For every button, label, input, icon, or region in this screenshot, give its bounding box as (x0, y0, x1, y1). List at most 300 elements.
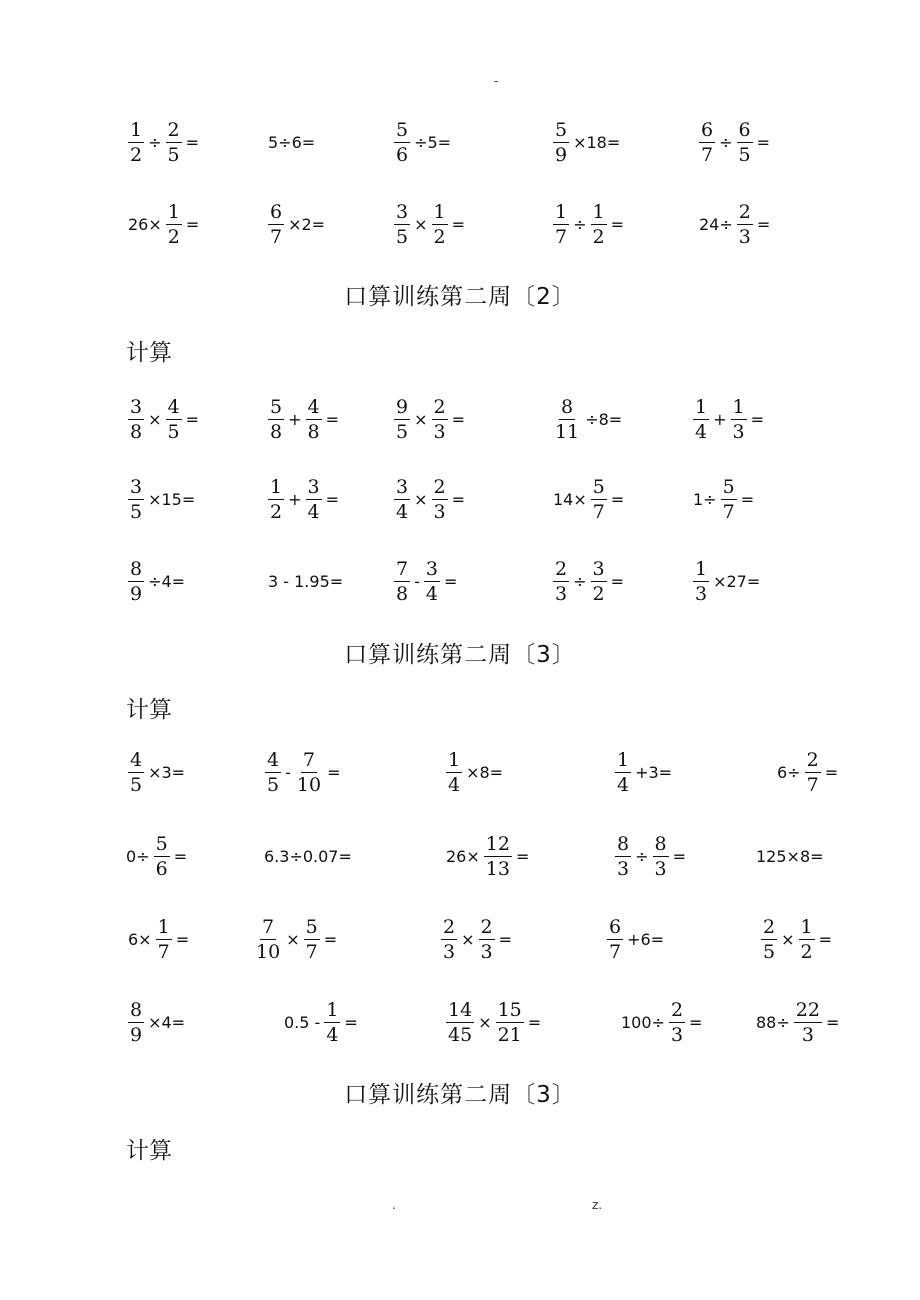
fraction (737, 201, 753, 248)
fraction-numerator: 22 (795, 998, 820, 1021)
fraction-numerator: 6 (701, 118, 714, 141)
math-problem (754, 826, 826, 886)
expression-text: = (515, 846, 530, 866)
problem-row (0, 194, 920, 254)
fraction-denominator: 11 (555, 420, 580, 443)
fraction-numerator: 8 (561, 395, 574, 418)
math-problem (551, 112, 622, 172)
fraction-denominator: 4 (448, 773, 461, 796)
math-problem (263, 742, 342, 802)
fraction-denominator: 5 (130, 773, 143, 796)
fraction (607, 916, 623, 963)
fraction (424, 558, 440, 605)
math-problem (262, 826, 354, 886)
fraction-numerator: 3 (130, 395, 143, 418)
expression-text: 6.3÷0.07= (264, 846, 352, 866)
math-problem (266, 389, 341, 449)
expression-text: +3= (635, 762, 673, 782)
expression-text: - (414, 571, 420, 591)
fraction-denominator: 7 (592, 500, 605, 523)
expression-text: - (285, 762, 291, 782)
fraction (446, 999, 474, 1046)
expression-text: = (344, 1012, 358, 1032)
expression-text: = (750, 409, 764, 429)
expression-text: = (672, 846, 686, 866)
expression-text: 5÷6= (268, 132, 316, 152)
fraction-numerator: 3 (307, 475, 320, 498)
fraction-numerator: 15 (497, 998, 522, 1021)
fraction-denominator: 7 (806, 773, 819, 796)
expression-text: = (610, 489, 625, 509)
fraction-denominator: 7 (305, 940, 318, 963)
math-problem (392, 551, 459, 611)
expression-text: × (286, 929, 300, 949)
math-problem (551, 389, 624, 449)
fraction-numerator: 7 (302, 748, 316, 771)
math-problem (282, 992, 360, 1052)
fraction (693, 558, 709, 605)
fraction-numerator: 6 (738, 118, 751, 141)
math-problem (551, 469, 626, 529)
fraction-numerator: 1 (433, 200, 446, 223)
fraction (432, 476, 448, 523)
fraction (128, 999, 144, 1046)
fraction-denominator: 5 (738, 143, 751, 166)
fraction-denominator: 7 (157, 940, 170, 963)
problem-row (0, 389, 920, 449)
fraction (268, 396, 284, 443)
fraction (394, 201, 410, 248)
fraction (441, 916, 457, 963)
expression-text: = (451, 214, 465, 234)
fraction-numerator: 8 (617, 832, 630, 855)
fraction-denominator: 3 (654, 857, 667, 880)
fraction-numerator: 6 (270, 200, 283, 223)
problem-row (0, 742, 920, 802)
expression-text: = (756, 214, 771, 234)
fraction-denominator: 8 (270, 420, 283, 443)
fraction (166, 201, 182, 248)
expression-text: ×18= (573, 132, 621, 152)
fraction-denominator: 5 (130, 500, 143, 523)
fraction-numerator: 5 (305, 915, 318, 938)
fraction-denominator: 3 (480, 940, 493, 963)
fraction-numerator: 2 (167, 118, 180, 141)
fraction-numerator: 1 (555, 200, 568, 223)
fraction (553, 119, 569, 166)
problem-row (0, 909, 920, 969)
fraction-denominator: 3 (555, 582, 568, 605)
fraction-denominator: 3 (670, 1023, 684, 1046)
expression-text: ×27= (713, 571, 761, 591)
fraction (154, 833, 170, 880)
fraction-numerator: 8 (654, 832, 667, 855)
fraction-numerator: 8 (130, 998, 143, 1021)
expression-text: ÷4= (148, 571, 186, 591)
fraction-denominator: 4 (307, 500, 320, 523)
math-problem (691, 389, 766, 449)
expression-text: = (185, 409, 199, 429)
expression-text: = (756, 132, 770, 152)
expression-text: ÷ (148, 132, 162, 152)
fraction-numerator: 5 (555, 118, 568, 141)
math-problem (551, 551, 626, 611)
fraction (799, 916, 815, 963)
fraction-denominator: 2 (270, 500, 283, 523)
fraction-denominator: 5 (167, 420, 180, 443)
fraction-denominator: 3 (738, 225, 751, 248)
expression-text: = (451, 409, 465, 429)
math-problem (252, 909, 339, 969)
fraction-denominator: 2 (130, 143, 143, 166)
expression-text: × (414, 489, 428, 509)
fraction-denominator: 7 (555, 225, 568, 248)
fraction-numerator: 2 (555, 557, 568, 580)
fraction-denominator: 10 (256, 940, 281, 963)
fraction (553, 396, 581, 443)
expression-text: = (175, 929, 190, 949)
fraction-numerator: 2 (738, 200, 751, 223)
fraction (268, 201, 284, 248)
expression-text: × (478, 1012, 492, 1032)
problem-row (0, 992, 920, 1052)
fraction (166, 119, 182, 166)
expression-text: = (610, 571, 624, 591)
math-problem (266, 194, 327, 254)
expression-text: ÷ (573, 571, 587, 591)
fraction (615, 833, 631, 880)
expression-text: × (414, 214, 428, 234)
fraction-denominator: 8 (130, 420, 143, 443)
math-problem (754, 992, 841, 1052)
fraction-denominator: 6 (155, 857, 168, 880)
fraction (128, 749, 144, 796)
fraction (805, 749, 821, 796)
fraction-denominator: 21 (497, 1023, 522, 1046)
expression-text: = (610, 214, 624, 234)
expression-text: +6= (627, 929, 665, 949)
expression-text: 1÷ (693, 489, 717, 509)
problem-row (0, 469, 920, 529)
fraction (479, 916, 495, 963)
fraction (324, 999, 340, 1046)
section-label: 计算 (126, 340, 172, 366)
fraction-denominator: 8 (396, 582, 409, 605)
expression-text: ×3= (148, 762, 186, 782)
math-problem (392, 194, 467, 254)
problem-row (0, 826, 920, 886)
problem-row (0, 112, 920, 172)
fraction-numerator: 7 (396, 557, 409, 580)
fraction (669, 999, 685, 1046)
math-problem (697, 112, 772, 172)
fraction-denominator: 10 (296, 773, 322, 796)
footer-right-mark: z. (592, 1198, 603, 1212)
expression-text: 100÷ (621, 1012, 665, 1032)
expression-text: = (325, 489, 339, 509)
expression-text: × (414, 409, 428, 429)
math-problem (126, 194, 201, 254)
fraction-denominator: 2 (167, 225, 180, 248)
fraction-numerator: 5 (592, 475, 605, 498)
math-problem (266, 551, 345, 611)
fraction-denominator: 3 (801, 1023, 814, 1046)
expression-text: × (781, 929, 795, 949)
fraction-denominator: 4 (396, 500, 409, 523)
math-problem (439, 909, 514, 969)
fraction-numerator: 1 (695, 395, 708, 418)
fraction-denominator: 9 (130, 582, 143, 605)
fraction (166, 396, 182, 443)
math-problem (266, 469, 341, 529)
fraction-denominator: 3 (695, 582, 708, 605)
math-problem (126, 909, 191, 969)
expression-text: 6× (128, 929, 152, 949)
expression-text: ×15= (148, 489, 196, 509)
fraction-numerator: 14 (448, 998, 473, 1021)
expression-text: = (323, 929, 338, 949)
math-problem (444, 742, 505, 802)
header-mark: - (494, 74, 499, 88)
fraction (156, 916, 172, 963)
fraction-denominator: 3 (433, 420, 446, 443)
fraction (553, 201, 569, 248)
fraction-numerator: 4 (267, 748, 280, 771)
fraction-denominator: 5 (763, 940, 776, 963)
fraction-numerator: 1 (326, 998, 339, 1021)
fraction-denominator: 3 (732, 420, 745, 443)
fraction-denominator: 5 (167, 143, 180, 166)
expression-text: ÷8= (585, 409, 623, 429)
fraction-numerator: 1 (448, 748, 461, 771)
fraction-numerator: 5 (155, 832, 168, 855)
expression-text: = (818, 929, 832, 949)
expression-text: × (461, 929, 475, 949)
fraction-numerator: 6 (609, 915, 622, 938)
section-title: 口算训练第二周〔3〕 (344, 642, 576, 668)
fraction-numerator: 3 (425, 557, 438, 580)
fraction-numerator: 1 (167, 200, 180, 223)
math-problem (697, 194, 772, 254)
fraction (254, 916, 282, 963)
math-problem (126, 551, 187, 611)
fraction (128, 119, 144, 166)
fraction (128, 476, 144, 523)
fraction-numerator: 1 (130, 118, 143, 141)
fraction-numerator: 3 (130, 475, 143, 498)
fraction-numerator: 3 (592, 557, 605, 580)
fraction-numerator: 2 (670, 998, 684, 1021)
expression-text: = (443, 571, 458, 591)
fraction-numerator: 4 (307, 395, 320, 418)
expression-text: = (825, 1012, 840, 1032)
expression-text: = (327, 762, 341, 782)
fraction (615, 749, 631, 796)
fraction-numerator: 2 (433, 475, 446, 498)
fraction-denominator: 2 (592, 582, 605, 605)
fraction-denominator: 2 (800, 940, 813, 963)
fraction (761, 916, 777, 963)
math-problem (605, 909, 666, 969)
fraction (128, 558, 144, 605)
fraction (496, 999, 524, 1046)
fraction (304, 916, 320, 963)
expression-text: 125×8= (756, 846, 824, 866)
expression-text: 26× (128, 214, 162, 234)
expression-text: = (173, 846, 188, 866)
math-problem (124, 826, 189, 886)
fraction-numerator: 12 (485, 832, 510, 855)
fraction (591, 476, 607, 523)
math-problem (126, 112, 201, 172)
section-title: 口算训练第二周〔3〕 (344, 1082, 576, 1108)
fraction-numerator: 1 (732, 395, 745, 418)
math-problem (691, 551, 762, 611)
fraction (591, 201, 607, 248)
expression-text: ÷ (719, 132, 733, 152)
fraction (268, 476, 284, 523)
fraction-numerator: 1 (800, 915, 813, 938)
fraction (446, 749, 462, 796)
fraction-numerator: 3 (396, 475, 409, 498)
fraction-numerator: 7 (262, 915, 275, 938)
fraction-denominator: 7 (609, 940, 622, 963)
fraction-numerator: 1 (695, 557, 708, 580)
fraction (265, 749, 281, 796)
math-problem (266, 112, 317, 172)
fraction (394, 476, 410, 523)
fraction-denominator: 3 (443, 940, 456, 963)
math-problem (126, 389, 201, 449)
fraction (699, 119, 715, 166)
expression-text: 14× (553, 489, 587, 509)
fraction-numerator: 5 (722, 475, 735, 498)
expression-text: ×2= (288, 214, 326, 234)
fraction (794, 999, 822, 1046)
math-problem (126, 992, 187, 1052)
fraction-denominator: 3 (433, 500, 446, 523)
math-problem (444, 826, 531, 886)
math-problem (551, 194, 626, 254)
fraction-denominator: 8 (307, 420, 320, 443)
fraction-numerator: 9 (396, 395, 409, 418)
math-problem (392, 389, 467, 449)
expression-text: = (527, 1012, 542, 1032)
math-problem (619, 992, 704, 1052)
math-problem (775, 742, 840, 802)
fraction-numerator: 2 (443, 915, 456, 938)
fraction-denominator: 45 (448, 1023, 473, 1046)
fraction (394, 119, 410, 166)
fraction-denominator: 2 (433, 225, 446, 248)
fraction (394, 558, 410, 605)
math-problem (444, 992, 543, 1052)
expression-text: = (185, 132, 199, 152)
fraction-denominator: 4 (326, 1023, 339, 1046)
fraction (432, 396, 448, 443)
math-problem (759, 909, 834, 969)
fraction-numerator: 4 (130, 748, 143, 771)
fraction-numerator: 1 (270, 475, 283, 498)
fraction (737, 119, 753, 166)
fraction (484, 833, 512, 880)
fraction (128, 396, 144, 443)
fraction (432, 201, 448, 248)
expression-text: + (288, 409, 302, 429)
expression-text: 26× (446, 846, 480, 866)
expression-text: + (288, 489, 302, 509)
fraction-denominator: 7 (701, 143, 714, 166)
problem-row (0, 551, 920, 611)
math-problem (126, 742, 187, 802)
expression-text: ÷ (635, 846, 649, 866)
fraction-denominator: 5 (267, 773, 280, 796)
math-problem (691, 469, 756, 529)
expression-text: 24÷ (699, 214, 733, 234)
fraction-numerator: 2 (806, 748, 819, 771)
math-problem (126, 469, 197, 529)
expression-text: 0.5 - (284, 1012, 321, 1032)
fraction-denominator: 7 (722, 500, 735, 523)
fraction-numerator: 1 (617, 748, 630, 771)
fraction-denominator: 3 (617, 857, 630, 880)
fraction-denominator: 5 (396, 225, 409, 248)
math-problem (613, 826, 688, 886)
fraction-numerator: 1 (157, 915, 170, 938)
expression-text: ×8= (466, 762, 504, 782)
fraction-numerator: 1 (592, 200, 605, 223)
expression-text: 3 - 1.95= (268, 571, 344, 591)
expression-text: = (325, 409, 339, 429)
fraction-denominator: 9 (130, 1023, 143, 1046)
math-problem (392, 112, 453, 172)
fraction-numerator: 5 (396, 118, 409, 141)
fraction-numerator: 4 (167, 395, 180, 418)
fraction-numerator: 8 (130, 557, 143, 580)
fraction-denominator: 13 (485, 857, 510, 880)
expression-text: ÷5= (414, 132, 452, 152)
fraction (653, 833, 669, 880)
fraction-denominator: 4 (425, 582, 438, 605)
fraction-denominator: 6 (396, 143, 409, 166)
expression-text: 88÷ (756, 1012, 790, 1032)
section-title: 口算训练第二周〔2〕 (344, 284, 576, 310)
fraction-denominator: 7 (270, 225, 283, 248)
expression-text: + (713, 409, 727, 429)
expression-text: = (185, 214, 200, 234)
fraction (394, 396, 410, 443)
math-problem (392, 469, 467, 529)
fraction (306, 396, 322, 443)
expression-text: = (451, 489, 465, 509)
expression-text: = (740, 489, 755, 509)
fraction-numerator: 2 (763, 915, 776, 938)
expression-text: 0÷ (126, 846, 150, 866)
fraction-denominator: 9 (555, 143, 568, 166)
fraction-denominator: 4 (695, 420, 708, 443)
expression-text: × (148, 409, 162, 429)
fraction (591, 558, 607, 605)
expression-text: = (498, 929, 512, 949)
fraction-denominator: 2 (592, 225, 605, 248)
math-problem (613, 742, 674, 802)
expression-text: ÷ (573, 214, 587, 234)
fraction (306, 476, 322, 523)
fraction-numerator: 3 (396, 200, 409, 223)
footer-left-mark: . (392, 1198, 396, 1212)
fraction (295, 749, 323, 796)
expression-text: = (689, 1012, 703, 1032)
